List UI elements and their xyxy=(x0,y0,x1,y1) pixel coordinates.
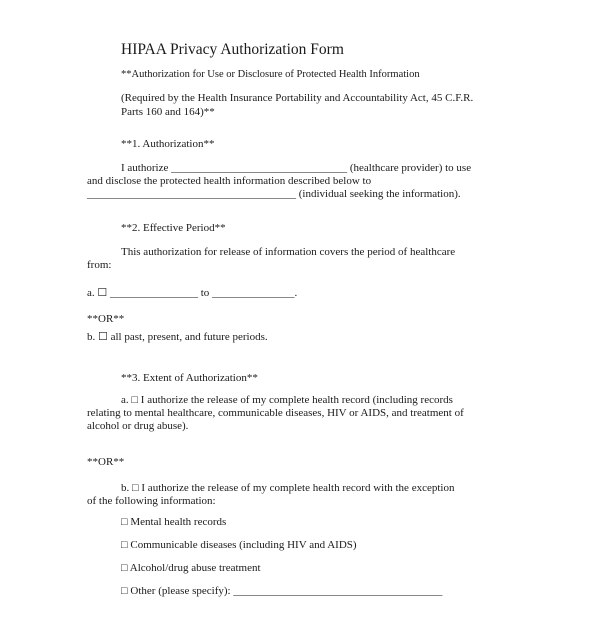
effective-period-option-a: a. ☐ ________________ to _______________. xyxy=(87,287,298,299)
exception-item-substance-treatment: □ Alcohol/drug abuse treatment xyxy=(121,562,261,574)
legal-reference-line-2: Parts 160 and 164)** xyxy=(121,106,215,118)
effective-period-line-2: from: xyxy=(87,259,112,271)
exception-item-mental-health: □ Mental health records xyxy=(121,516,227,528)
effective-period-line-1: This authorization for release of information covers the period of healthcare xyxy=(121,246,456,258)
extent-option-a-line-1: a. □ I authorize the release of my complete health record (including records xyxy=(121,394,453,406)
extent-option-b-line-2: of the following information: xyxy=(87,495,216,507)
section-1-heading: **1. Authorization** xyxy=(121,138,215,150)
section-3-heading: **3. Extent of Authorization** xyxy=(121,372,258,384)
legal-reference-line-1: (Required by the Health Insurance Portability and Accountability Act, 45 C.F.R. xyxy=(121,92,474,104)
section-2-heading: **2. Effective Period** xyxy=(121,222,226,234)
authorization-line-3: ______________________________________ (individual seeking the information). xyxy=(87,188,461,200)
extent-option-b-line-1: b. □ I authorize the release of my complete health record with the exception xyxy=(121,482,455,494)
or-separator: **OR** xyxy=(87,313,125,325)
effective-period-option-b: b. ☐ all past, present, and future periods. xyxy=(87,331,268,343)
authorization-line-1: I authorize ________________________________ (healthcare provider) to use xyxy=(121,162,472,174)
or-separator: **OR** xyxy=(87,456,125,468)
authorization-line-2: and disclose the protected health information described below to xyxy=(87,175,372,187)
extent-option-a-line-2: relating to mental healthcare, communicable diseases, HIV or AIDS, and treatment of xyxy=(87,407,464,419)
extent-option-a-line-3: alcohol or drug abuse). xyxy=(87,420,189,432)
exception-item-communicable-diseases: □ Communicable diseases (including HIV and AIDS) xyxy=(121,539,357,551)
form-subtitle: **Authorization for Use or Disclosure of Protected Health Information xyxy=(121,69,420,80)
exception-item-other: □ Other (please specify): ______________________________________ xyxy=(121,585,443,597)
page-title: HIPAA Privacy Authorization Form xyxy=(121,41,344,58)
